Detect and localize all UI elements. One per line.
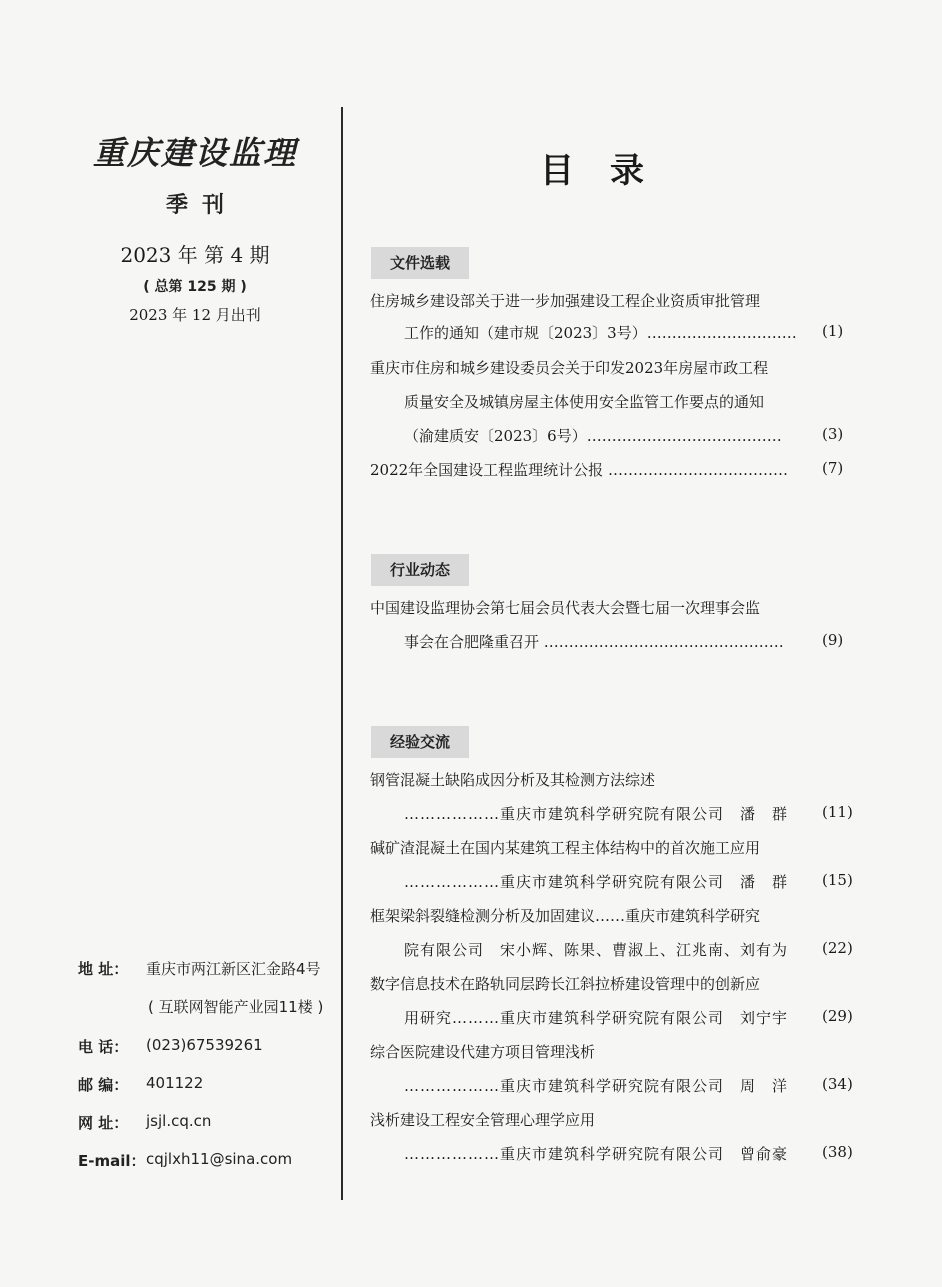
toc-entry-line: 2022年全国建设工程监理统计公报 ……………………………… [370, 461, 788, 479]
journal-subtitle: 季刊 [165, 192, 238, 218]
toc-entry-line: 钢管混凝土缺陷成因分析及其检测方法综述 [370, 771, 656, 789]
website-value: jsjl.cq.cn [146, 1112, 212, 1130]
toc-page-number: (11) [822, 803, 853, 821]
toc-page-number: (15) [822, 871, 853, 889]
address-line2: ( 互联网智能产业园11楼 ) [148, 998, 324, 1016]
address-line1: 重庆市两江新区汇金路4号 [146, 960, 321, 978]
phone-label: 电 话： [78, 1038, 129, 1056]
toc-entry-line: 碱矿渣混凝土在国内某建筑工程主体结构中的首次施工应用 [370, 839, 761, 857]
toc-title: 目录 [540, 151, 680, 191]
toc-entry-line: （渝建质安〔2023〕6号）………………………………… [404, 427, 782, 445]
toc-entry-line: 框架梁斜裂缝检测分析及加固建议……重庆市建筑科学研究 [370, 907, 761, 925]
toc-entry-line: ………………重庆市建筑科学研究院有限公司 周 洋 [404, 1077, 789, 1095]
section-tag-experience: 经验交流 [371, 726, 469, 758]
section-tag-industry-news: 行业动态 [371, 554, 469, 586]
email-label: E-mail： [78, 1152, 146, 1170]
journal-logo: 重庆建设监理 [92, 134, 297, 172]
toc-page-number: (7) [822, 459, 844, 477]
total-issue-number: ( 总第 125 期 ) [143, 279, 247, 295]
toc-page-number: (29) [822, 1007, 853, 1025]
toc-entry-line: ………………重庆市建筑科学研究院有限公司 潘 群 [404, 805, 789, 823]
section-tag-documents: 文件选载 [371, 247, 469, 279]
toc-entry-line: 质量安全及城镇房屋主体使用安全监管工作要点的通知 [404, 393, 765, 411]
masthead [70, 128, 320, 325]
toc-entry-line: 事会在合肥隆重召开 ………………………………………… [404, 633, 784, 651]
publication-date: 2023 年 12 月出刊 [129, 306, 261, 324]
toc-entry-line: 院有限公司 宋小辉、陈果、曹淑上、江兆南、刘有为 [404, 941, 789, 959]
toc-entry-line: 重庆市住房和城乡建设委员会关于印发2023年房屋市政工程 [370, 359, 769, 377]
toc-entry-line: ………………重庆市建筑科学研究院有限公司 曾俞豪 [404, 1145, 789, 1163]
postcode-value: 401122 [146, 1074, 204, 1092]
toc-entry-line: 综合医院建设代建方项目管理浅析 [370, 1043, 596, 1061]
toc-page-number: (1) [822, 322, 844, 340]
toc-page-number: (34) [822, 1075, 853, 1093]
toc-entry-line: 住房城乡建设部关于进一步加强建设工程企业资质审批管理 [370, 292, 761, 310]
address-row-2 [78, 996, 338, 1036]
contact-info [78, 958, 338, 1188]
toc-entry-line: 浅析建设工程安全管理心理学应用 [370, 1111, 596, 1129]
address-label: 地 址： [78, 960, 129, 978]
toc-entry-line: ………………重庆市建筑科学研究院有限公司 潘 群 [404, 873, 789, 891]
address-row [78, 958, 338, 996]
postcode-label: 邮 编： [78, 1076, 129, 1094]
postcode-row [78, 1074, 338, 1112]
toc-page-number: (22) [822, 939, 853, 957]
website-row [78, 1112, 338, 1150]
toc-entry-line: 用研究………重庆市建筑科学研究院有限公司 刘宁宇 [404, 1009, 789, 1027]
website-label: 网 址： [78, 1114, 129, 1132]
toc-page-number: (3) [822, 425, 844, 443]
toc-page-number: (9) [822, 631, 844, 649]
issue-number: 2023 年 第 4 期 [120, 243, 270, 267]
column-divider [341, 107, 343, 1200]
toc-entry-line: 中国建设监理协会第七届会员代表大会暨七届一次理事会监 [370, 599, 761, 617]
toc-entry-line: 数字信息技术在路轨同层跨长江斜拉桥建设管理中的创新应 [370, 975, 761, 993]
phone-row [78, 1036, 338, 1074]
phone-value: (023)67539261 [146, 1036, 263, 1054]
email-value: cqjlxh11@sina.com [146, 1150, 293, 1168]
email-row [78, 1150, 338, 1188]
toc-page-number: (38) [822, 1143, 853, 1161]
toc-entry-line: 工作的通知（建市规〔2023〕3号）………………………… [404, 324, 797, 342]
